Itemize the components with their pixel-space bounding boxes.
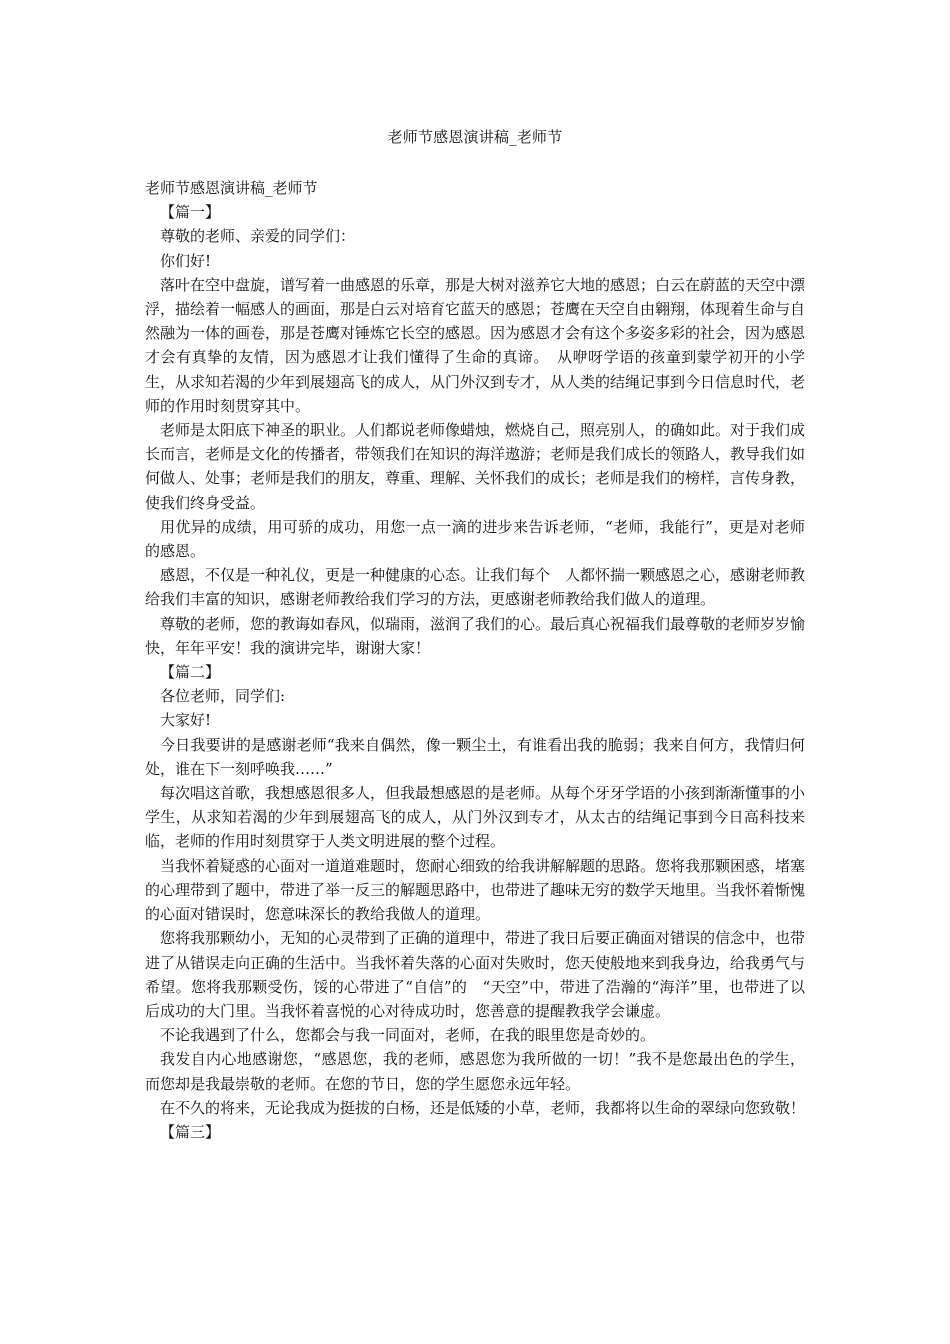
- paragraph: 每次唱这首歌，我想感恩很多人，但我最想感恩的是老师。从每个牙牙学语的小孩到渐渐懂事的小学生，从求知若渴的少年到展翅高飞的成人，从门外汉到专才，从太古的结绳记事到今日高科技来临，老师的作用时刻贯穿于人类文明进展的整个过程。: [145, 784, 806, 851]
- paragraph: 尊敬的老师，您的教诲如春风，似瑞雨，滋润了我们的心。最后真心祝福我们最尊敬的老师岁岁愉快，年年平安！我的演讲完毕，谢谢大家！: [145, 614, 806, 657]
- paragraph: 各位老师，同学们:: [160, 687, 286, 706]
- paragraph: 不论我遇到了什么，您都会与我一同面对，老师，在我的眼里您是奇妙的。: [160, 1026, 656, 1045]
- paragraph: 感恩，不仅是一种礼仪，更是一种健康的心态。让我们每个 人都怀揣一颗感恩之心，感谢老师教给我们丰富的知识，感谢老师教给我们学习的方法，更感谢老师教给我们做人的道理。: [145, 566, 806, 609]
- paragraph: 用优异的成绩，用可骄的成功，用您一点一滴的进步来告诉老师，“老师，我能行”，更是对老师的感恩。: [145, 517, 805, 561]
- paragraph: 今日我要讲的是感谢老师“我来自偶然，像一颗尘土，有谁看出我的脆弱；我来自何方，我情归何处，谁在下一刻呼唤我……”: [145, 735, 805, 778]
- section-label-1: 【篇一】: [160, 203, 221, 222]
- paragraph: 在不久的将来，无论我成为挺拔的白杨，还是低矮的小草，老师，我都将以生命的翠绿向您致敬！: [160, 1098, 806, 1117]
- paragraph: 尊敬的老师、亲爱的同学们：: [160, 227, 356, 246]
- paragraph: 你们好!: [160, 251, 212, 270]
- paragraph: 当我怀着疑惑的心面对一道道难题时，您耐心细致的给我讲解解题的思路。您将我那颗困惑，堵塞的心理带到了题中，带进了举一反三的解题思路中，也带进了趣味无穷的数学天地里。当我怀着惭愧的心面对错误时，您意味深长的教给我做人的道理。: [145, 856, 806, 924]
- paragraph: 大家好!: [160, 711, 212, 730]
- section-label-3: 【篇三】: [160, 1122, 221, 1141]
- document-title: 老师节感恩演讲稿_老师节: [387, 128, 563, 146]
- paragraph: 落叶在空中盘旋，谱写着一曲感恩的乐章，那是大树对滋养它大地的感恩；白云在蔚蓝的天空中漂浮，描绘着一幅感人的画面，那是白云对培育它蓝天的感恩；苍鹰在天空自由翱翔，体现着生命与自然融为一体的画卷，那是苍鹰对锤炼它长空的感恩。因为感恩才会有这个多姿多彩的社会，因为感恩才会有真挚的友情，因为感恩才让我们懂得了生命的真谛。 从咿呀学语的孩童到蒙学初开的小学生，从求知若渴的少年到展翅高飞的成人，从门外汉到专才，从人类的结绳记事到今日信息时代，老师的作用时刻贯穿其中。: [145, 275, 806, 415]
- paragraph: 我发自内心地感谢您，“感恩您，我的老师，感恩您为我所做的一切！”我不是您最出色的学生，而您却是我最崇敬的老师。在您的节日，您的学生愿您永远年轻。: [145, 1050, 805, 1093]
- section-label-2: 【篇二】: [160, 663, 221, 682]
- paragraph: 您将我那颗幼小，无知的心灵带到了正确的道理中，带进了我日后要正确面对错误的信念中，也带进了从错误走向正确的生活中。当我怀着失落的心面对失败时，您天使般地来到我身边，给我勇气与希望。您将我那颗受伤，馁的心带进了“自信”的 “天空”中，带进了浩瀚的“海洋”里，也带进了以后成功的大门里。当我怀着喜悦的心对待成功时，您善意的提醒教我学会谦虚。: [145, 929, 806, 1020]
- paragraph: 老师是太阳底下神圣的职业。人们都说老师像蜡烛，燃烧自己，照亮别人，的确如此。对于我们成长而言，老师是文化的传播者，带领我们在知识的海洋遨游；老师是我们成长的领路人，教导我们如何做人、处事；老师是我们的朋友，尊重、理解、关怀我们的成长；老师是我们的榜样，言传身教，使我们终身受益。: [145, 421, 806, 512]
- document-body: [145, 176, 805, 1144]
- document-heading: 老师节感恩演讲稿_老师节: [145, 179, 318, 197]
